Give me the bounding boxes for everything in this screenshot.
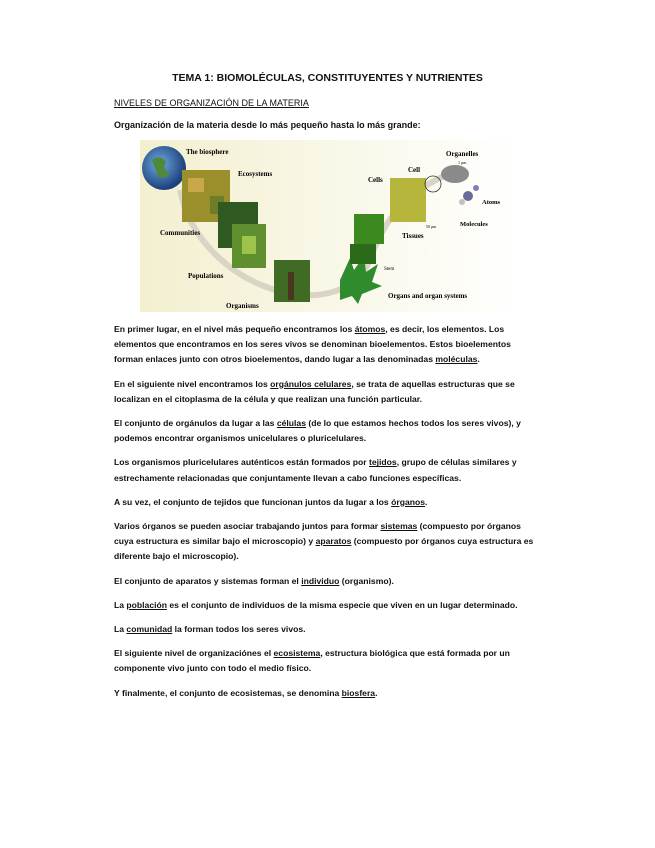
paragraph-atoms: En primer lugar, en el nivel más pequeño encontramos los átomos, es decir, los elementos. Los elementos que encontramos en los seres vivos se denominan bioelementos. Estos bioelementos forman enlaces junto con otros bioelementos, dando lugar a las denominadas moléculas. — [114, 324, 511, 365]
document-title: TEMA 1: BIOMOLÉCULAS, CONSTITUYENTES Y NUTRIENTES — [172, 72, 483, 84]
label-populations: Populations — [188, 272, 224, 280]
label-organisms: Organisms — [226, 302, 259, 310]
label-organelles: Organelles — [446, 150, 479, 158]
paragraph-tissues: Los organismos pluricelulares auténticos están formados por tejidos, grupo de células similares y estrechamente relacionadas que conjuntamente llevan a cabo funciones específicas. — [114, 457, 517, 483]
levels-of-organization-figure — [140, 140, 520, 312]
term-celulas: células — [276, 418, 306, 429]
term-biosfera: biosfera — [341, 687, 376, 698]
intro-text: Organización de la materia desde lo más pequeño hasta lo más grande: — [114, 120, 421, 130]
paragraph-biosphere: Y finalmente, el conjunto de ecosistemas, se denomina biosfera. — [114, 687, 378, 698]
term-moleculas: moléculas — [435, 354, 478, 365]
paragraph-organelles: En el siguiente nivel encontramos los orgánulos celulares, se trata de aquellas estructuras que se localizan en el citoplasma de la célula y que realizan una función particular. — [114, 378, 515, 404]
term-organos: órganos — [391, 496, 426, 507]
term-poblacion: población — [126, 599, 168, 610]
term-tejidos: tejidos — [369, 457, 397, 468]
term-organulos: orgánulos celulares — [270, 378, 352, 389]
cell-photo — [390, 178, 426, 222]
term-individuo: individuo — [301, 575, 340, 586]
term-aparatos: aparatos — [315, 536, 352, 547]
label-cells: Cells — [368, 176, 383, 184]
tissue-photo-1 — [354, 214, 384, 244]
paragraph-population: La población es el conjunto de individuos de la misma especie que viven en un lugar determinado. — [114, 599, 518, 610]
label-biosphere: The biosphere — [186, 148, 229, 156]
term-ecosistema: ecosistema — [273, 648, 321, 659]
atom-icon — [473, 185, 479, 191]
term-sistemas: sistemas — [380, 521, 418, 532]
paragraph-ecosystem: El siguiente nivel de organizaciónes el ecosistema, estructura biológica que está formada por un componente vivo junto con todo el medio físico. — [114, 648, 510, 674]
paragraph-systems: Varios órganos se pueden asociar trabajando juntos para formar sistemas (compuesto por órganos cuya estructura es similar bajo el microscopio) y aparatos (compuesto por órganos cuya estructura es diferente bajo el microscopio). — [114, 521, 534, 562]
label-scale-2: 50 µm — [426, 224, 437, 229]
organelle-icon — [441, 165, 469, 183]
label-ecosystems: Ecosystems — [238, 170, 273, 178]
label-communities: Communities — [160, 229, 201, 237]
molecule-icon — [463, 191, 473, 201]
tissue-photo-2 — [350, 244, 376, 264]
label-molecules: Molecules — [460, 221, 488, 228]
label-scale-1: 1 µm — [458, 160, 467, 165]
paragraph-individual: El conjunto de aparatos y sistemas forman el individuo (organismo). — [114, 575, 394, 586]
section-heading: NIVELES DE ORGANIZACIÓN DE LA MATERIA — [114, 98, 309, 108]
term-atomos: átomos — [354, 324, 386, 334]
body-text — [114, 322, 542, 710]
term-comunidad: comunidad — [126, 624, 173, 635]
label-atoms: Atoms — [482, 199, 501, 206]
label-stem: Stem — [384, 267, 395, 272]
label-cell: Cell — [408, 166, 421, 174]
label-tissues: Tissues — [402, 232, 424, 240]
paragraph-organs: A su vez, el conjunto de tejidos que funcionan juntos da lugar a los órganos. — [114, 496, 428, 507]
paragraph-community: La comunidad la forman todos los seres vivos. — [114, 624, 306, 635]
label-organs: Organs and organ systems — [388, 292, 468, 300]
paragraph-cells: El conjunto de orgánulos da lugar a las células (de lo que estamos hechos todos los seres vivos), y podemos encontrar organismos unicelulares o pluricelulares. — [114, 418, 521, 444]
